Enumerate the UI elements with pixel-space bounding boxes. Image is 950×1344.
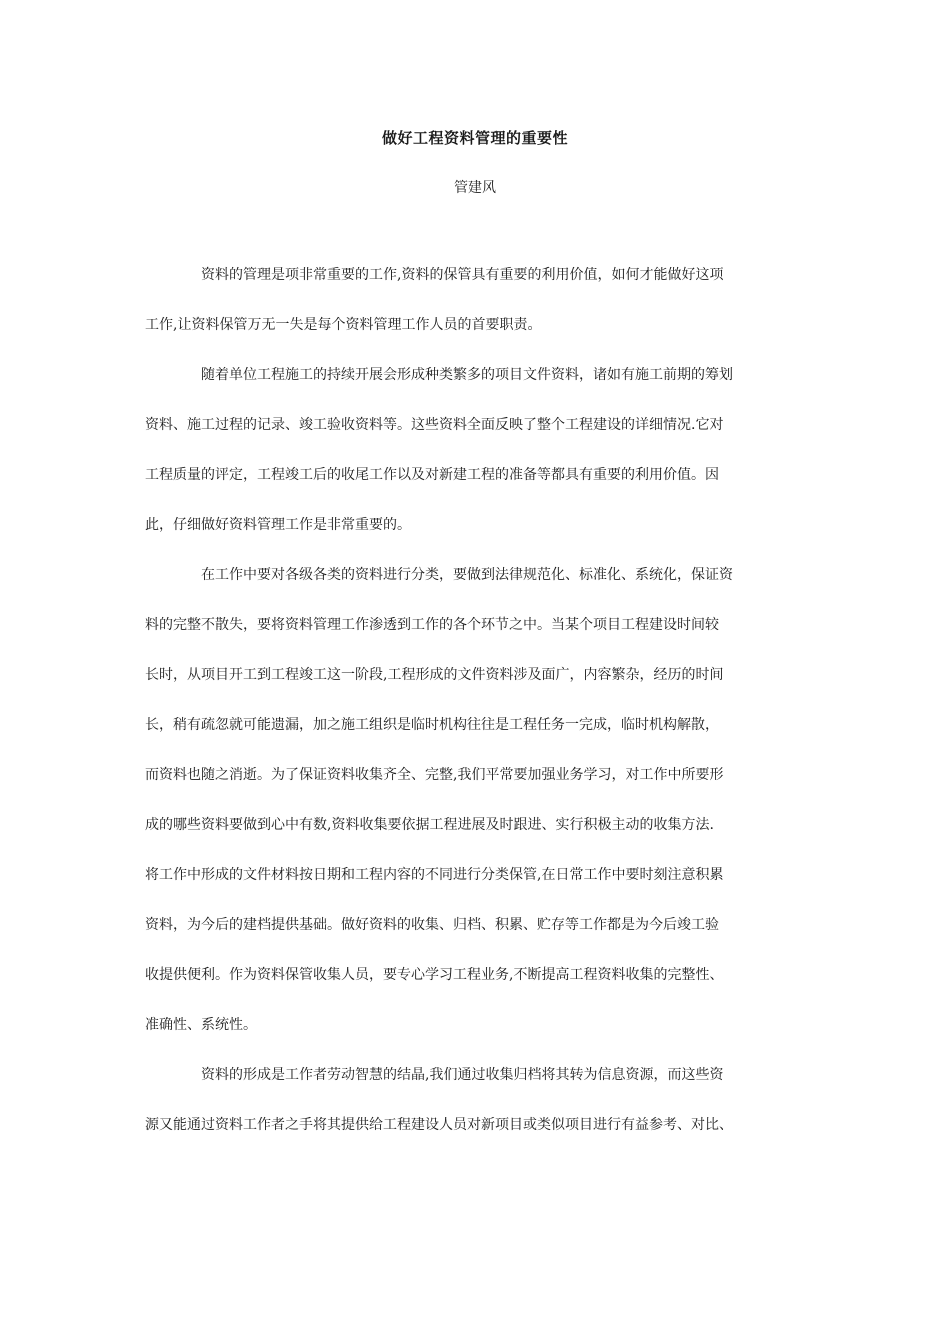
- document-title: 做好工程资料管理的重要性: [381, 129, 568, 147]
- paragraph-line: 资料的形成是工作者劳动智慧的结晶,我们通过收集归档将其转为信息资源，而这些资: [201, 1067, 724, 1083]
- paragraph-line: 资料的管理是项非常重要的工作,资料的保管具有重要的利用价值，如何才能做好这项: [201, 267, 724, 283]
- document-author: 管建风: [454, 180, 496, 196]
- paragraph-line: 工程质量的评定，工程竣工后的收尾工作以及对新建工程的准备等都具有重要的利用价值。因: [145, 467, 719, 483]
- paragraph-line: 料的完整不散失，要将资料管理工作渗透到工作的各个环节之中。当某个项目工程建设时间较: [145, 617, 719, 633]
- paragraph-line: 长，稍有疏忽就可能遗漏，加之施工组织是临时机构往往是工程任务一完成，临时机构解散，: [145, 717, 719, 733]
- paragraph-2: [145, 350, 810, 550]
- paragraph-1: [145, 250, 810, 350]
- paragraph-line: 将工作中形成的文件材料按日期和工程内容的不同进行分类保管,在日常工作中要时刻注意积累: [145, 867, 724, 883]
- paragraph-4: [145, 1050, 810, 1150]
- paragraph-line: 资料，为今后的建档提供基础。做好资料的收集、归档、积累、贮存等工作都是为今后竣工验: [145, 917, 719, 933]
- paragraph-line: 资料、施工过程的记录、竣工验收资料等。这些资料全面反映了整个工程建设的详细情况.它对: [145, 417, 724, 433]
- paragraph-line: 准确性、系统性。: [145, 1017, 257, 1033]
- paragraph-line: 随着单位工程施工的持续开展会形成种类繁多的项目文件资料，诸如有施工前期的筹划: [201, 367, 733, 383]
- paragraph-line: 长时，从项目开工到工程竣工这一阶段,工程形成的文件资料涉及面广，内容繁杂，经历的时间: [145, 667, 724, 683]
- paragraph-line: 成的哪些资料要做到心中有数,资料收集要依据工程进展及时跟进、实行积极主动的收集方法.: [145, 817, 714, 833]
- paragraph-line: 在工作中要对各级各类的资料进行分类，要做到法律规范化、标准化、系统化，保证资: [201, 567, 733, 583]
- paragraph-line: 收提供便利。作为资料保管收集人员，要专心学习工程业务,不断提高工程资料收集的完整性、: [145, 967, 724, 983]
- paragraph-line: 此，仔细做好资料管理工作是非常重要的。: [145, 517, 411, 533]
- paragraph-line: 工作,让资料保管万无一失是每个资料管理工作人员的首要职责。: [145, 317, 542, 333]
- paragraph-line: 而资料也随之消逝。为了保证资料收集齐全、完整,我们平常要加强业务学习，对工作中所要形: [145, 767, 724, 783]
- paragraph-line: 源又能通过资料工作者之手将其提供给工程建设人员对新项目或类似项目进行有益参考、对比、: [145, 1117, 733, 1133]
- paragraph-3: [145, 550, 810, 1050]
- document-body: [145, 250, 810, 1150]
